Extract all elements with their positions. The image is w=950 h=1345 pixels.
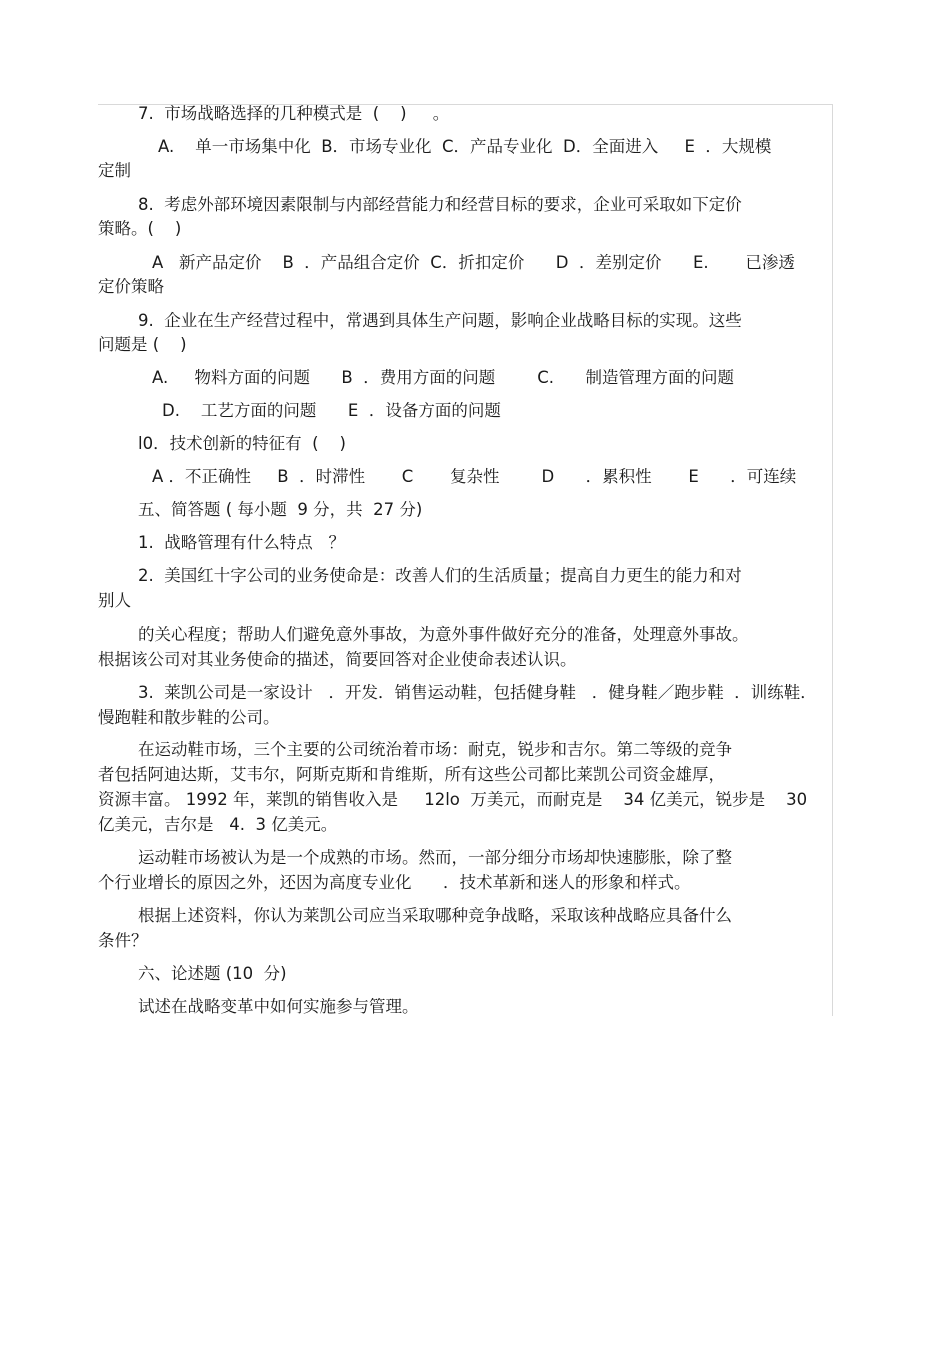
short-answer-3-cont: 慢跑鞋和散步鞋的公司。	[98, 708, 280, 727]
question-8-options: A 新产品定价 B ．产品组合定价 C．折扣定价 D ．差别定价 E. 已渗透	[152, 253, 795, 272]
essay-question: 试述在战略变革中如何实施参与管理。	[138, 997, 419, 1016]
case-paragraph-2-line-2: 个行业增长的原因之外，还因为高度专业化 ．技术革新和迷人的形象和样式。	[98, 873, 691, 892]
short-answer-2-cont-1: 别人	[98, 591, 131, 610]
question-7-options-cont: 定制	[98, 161, 131, 180]
case-paragraph-1-line-3: 资源丰富。 1992 年，莱凯的销售收入是 12lo 万美元，而耐克是 34 亿美元，锐步是 30	[98, 790, 808, 809]
short-answer-1: 1. 战略管理有什么特点 ？	[138, 533, 345, 552]
case-paragraph-1-line-2: 者包括阿迪达斯，艾韦尔，阿斯克斯和肯维斯，所有这些公司都比莱凯公司资金雄厚，	[98, 765, 725, 784]
question-8: 8. 考虑外部环境因素限制与内部经营能力和经营目标的要求，企业可采取如下定价	[138, 195, 742, 214]
case-question-line-1: 根据上述资料，你认为莱凯公司应当采取哪种竞争战略，采取该种战略应具备什么	[138, 906, 732, 925]
question-7: 7. 市场战略选择的几种模式是 ( ) 。	[138, 104, 450, 123]
section-5-heading: 五、简答题 ( 每小题 9 分，共 27 分)	[138, 500, 423, 519]
section-6-heading: 六、论述题 (10 分)	[138, 964, 287, 983]
short-answer-2-cont-3: 根据该公司对其业务使命的描述，简要回答对企业使命表述认识。	[98, 650, 577, 669]
question-8-cont: 策略。( )	[98, 219, 182, 238]
short-answer-2: 2. 美国红十字公司的业务使命是：改善人们的生活质量；提高自力更生的能力和对	[138, 566, 742, 585]
question-10-options: A ．不正确性 B ．时滞性 C 复杂性 D ．累积性 E ．可连续	[152, 467, 797, 486]
question-9-options-2: D. 工艺方面的问题 E ．设备方面的问题	[162, 401, 501, 420]
case-paragraph-1-line-4: 亿美元，吉尔是 4. 3 亿美元。	[98, 815, 338, 834]
page-border-right	[832, 104, 833, 1016]
short-answer-2-cont-2: 的关心程度；帮助人们避免意外事故，为意外事件做好充分的准备，处理意外事故。	[138, 625, 749, 644]
question-9-cont: 问题是 ( )	[98, 335, 187, 354]
case-question-line-2: 条件？	[98, 931, 148, 950]
short-answer-3: 3. 莱凯公司是一家设计 ．开发．销售运动鞋，包括健身鞋 ．健身鞋／跑步鞋 ．训练鞋．	[138, 683, 817, 702]
question-9-options-1: A. 物料方面的问题 B ．费用方面的问题 C. 制造管理方面的问题	[152, 368, 734, 387]
question-7-options: A. 单一市场集中化 B．市场专业化 C．产品专业化 D．全面进入 E ．大规模	[158, 137, 772, 156]
case-paragraph-2-line-1: 运动鞋市场被认为是一个成熟的市场。然而，一部分细分市场却快速膨胀，除了整	[138, 848, 732, 867]
question-10: l0．技术创新的特征有 ( )	[138, 434, 346, 453]
question-8-options-cont: 定价策略	[98, 277, 164, 296]
case-paragraph-1-line-1: 在运动鞋市场，三个主要的公司统治着市场：耐克，锐步和吉尔。第二等级的竞争	[138, 740, 732, 759]
question-9: 9. 企业在生产经营过程中，常遇到具体生产问题，影响企业战略目标的实现。这些	[138, 311, 742, 330]
